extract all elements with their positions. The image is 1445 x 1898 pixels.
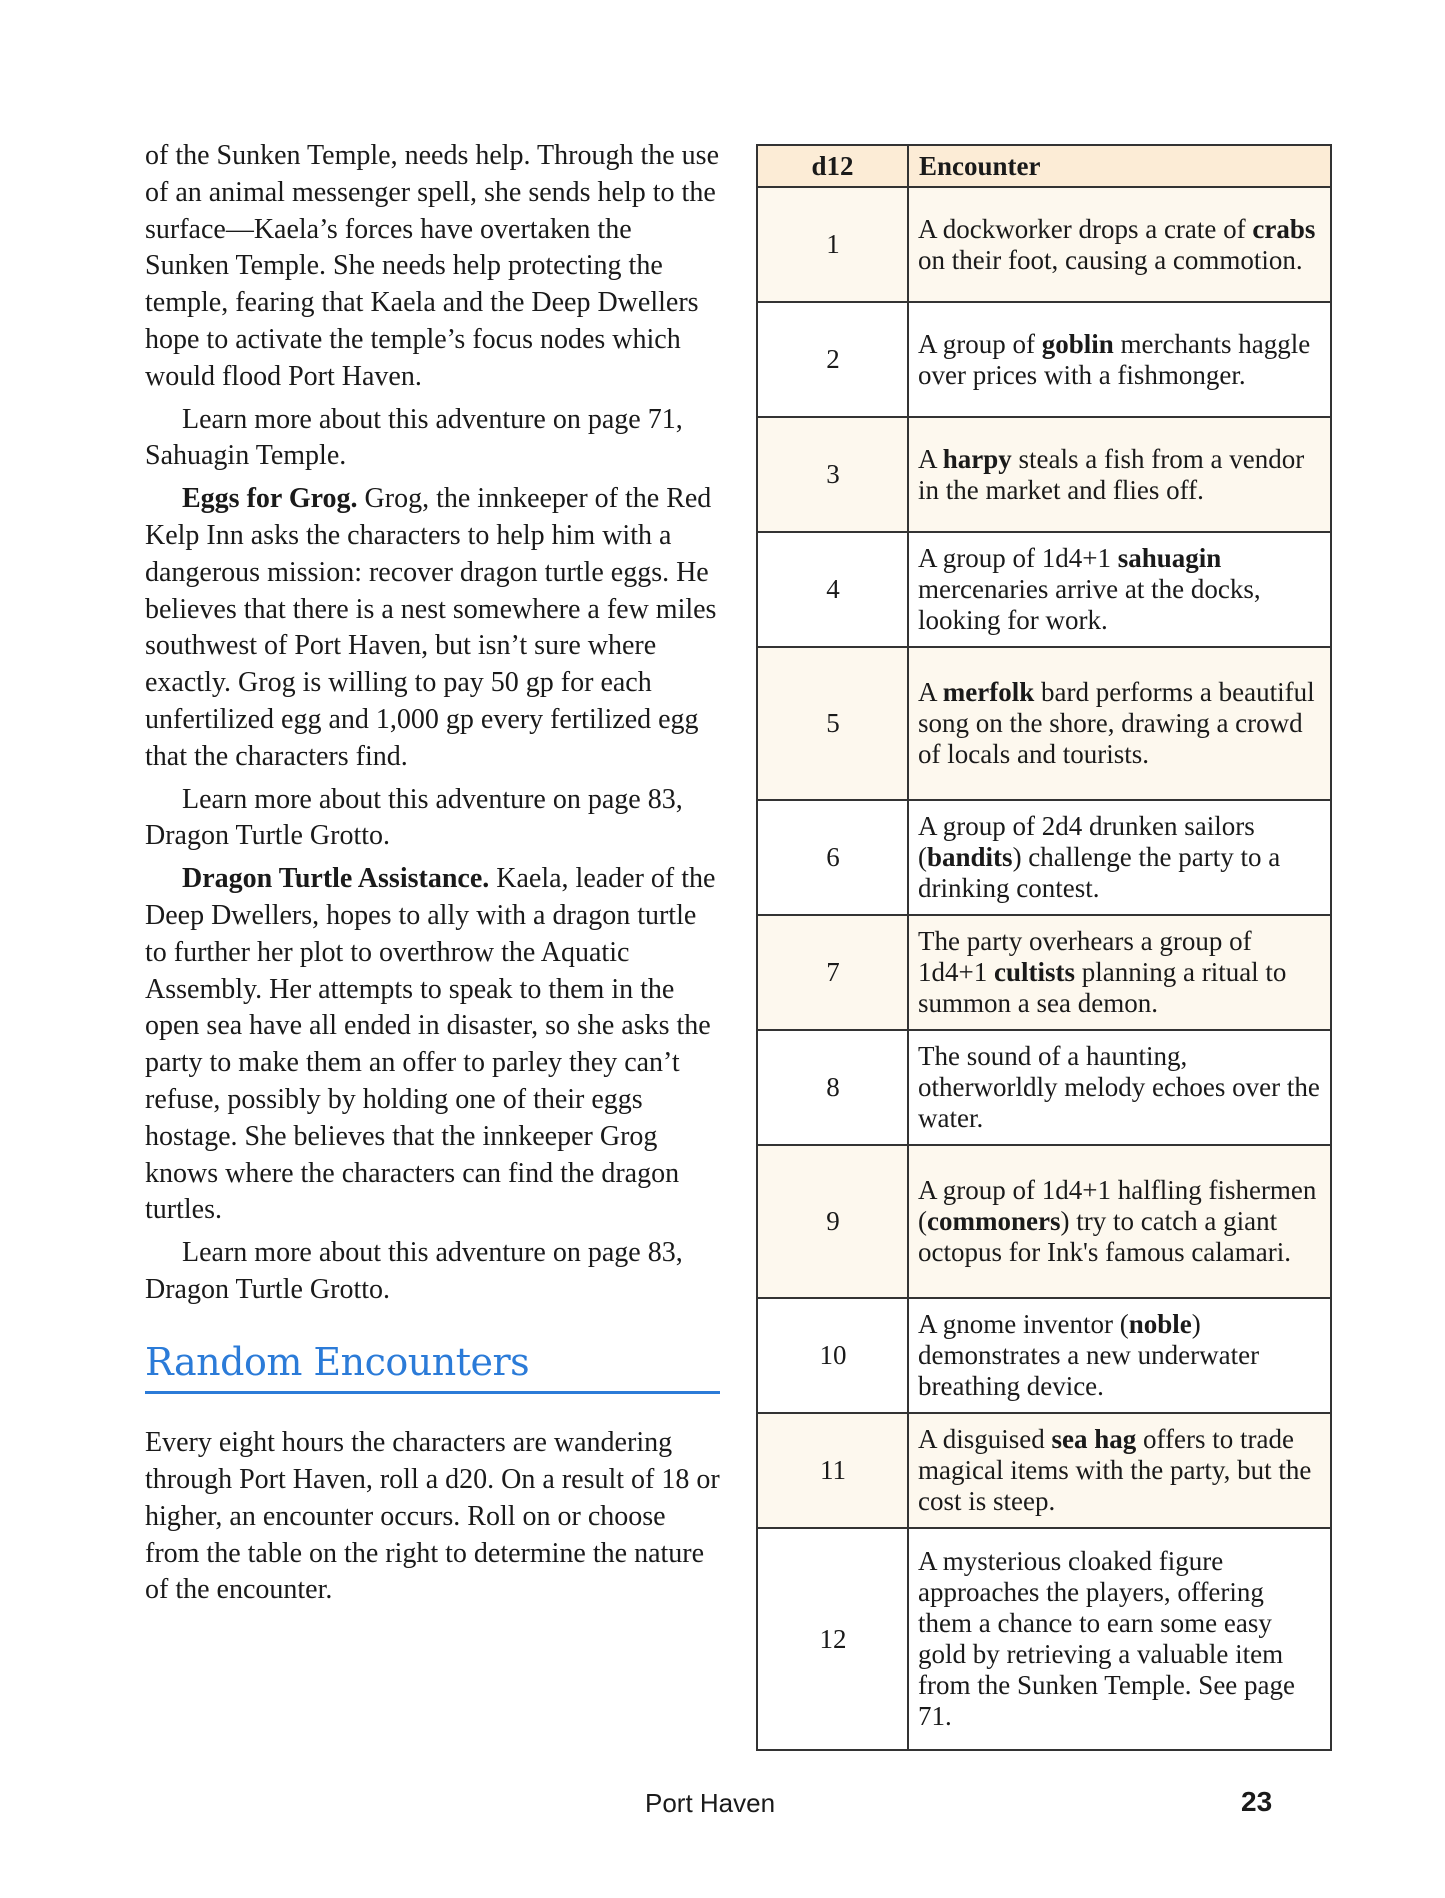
paragraph-text: Kaela, leader of the Deep Dwellers, hopes to ally with a dragon turtle to further her plot to overthrow the Aquatic Assembly. Her attempts to speak to them in the open sea have all ended in disaster, so she asks the party to make them an offer to parley they can’t refuse, possibly by holding one of their eggs hostage. She believes that the innkeeper Grog knows where the characters can find the dragon turtles. [145, 863, 716, 1226]
table-row [757, 302, 1331, 417]
roll-cell: 9 [757, 1145, 908, 1298]
creature-name: bandits [927, 842, 1013, 872]
table-header-row [757, 145, 1331, 187]
encounter-table [756, 144, 1332, 1751]
roll-cell: 5 [757, 647, 908, 800]
left-column [145, 138, 720, 1609]
encounter-text: A gnome inventor ( [918, 1309, 1129, 1339]
creature-name: commoners [927, 1206, 1061, 1236]
table-body [757, 187, 1331, 1750]
encounter-text: A [918, 443, 943, 474]
encounter-text: A disguised [918, 1424, 1052, 1454]
creature-name: goblin [1041, 328, 1114, 359]
table-row [757, 647, 1331, 800]
encounter-text: A [918, 677, 943, 707]
paragraph-lead: Eggs for Grog. [182, 483, 358, 515]
encounter-text: A group of [918, 328, 1042, 359]
encounter-text: offers to trade magical items with the party, but the cost is steep. [918, 1424, 1312, 1516]
encounter-cell [908, 1413, 1331, 1528]
encounter-text: steals a fish from a vendor in the market and flies off. [918, 443, 1305, 505]
column-header-d12: d12 [757, 145, 908, 187]
encounter-text: A dockworker drops a crate of [918, 213, 1253, 244]
paragraph-text: Grog, the innkeeper of the Red Kelp Inn asks the characters to help him with a dangerous mission: recover dragon turtle eggs. He believes that there is a nest somewhere a few miles southwest of Port Haven, but isn’t sure where exactly. Grog is willing to pay 50 gp for each unfertilized egg and 1,000 gp every fertilized egg that the characters find. [145, 483, 717, 772]
encounter-cell [908, 1298, 1331, 1413]
roll-cell: 7 [757, 915, 908, 1030]
column-header-encounter: Encounter [908, 145, 1331, 187]
paragraph-text: Learn more about this adventure on page 71, Sahuagin Temple. [145, 403, 683, 472]
footer-chapter-title: Port Haven [645, 1788, 776, 1818]
paragraph-eggs-for-grog [145, 481, 720, 775]
page-number: 23 [1241, 1786, 1273, 1817]
paragraph-lead: Dragon Turtle Assistance. [182, 863, 490, 895]
table-row [757, 800, 1331, 915]
paragraph-text: Learn more about this adventure on page 83, Dragon Turtle Grotto. [145, 1237, 683, 1305]
encounter-text: A group of 2d4 drunken sailors ( [918, 811, 1255, 872]
encounter-cell [908, 1030, 1331, 1145]
encounter-cell [908, 417, 1331, 532]
paragraph-learn-more-grotto [145, 782, 720, 856]
paragraph-sunken-temple-continued [145, 138, 720, 396]
table-row [757, 1413, 1331, 1528]
encounter-text: The sound of a haunting, otherworldly melody echoes over the water. [918, 1041, 1320, 1133]
encounter-cell [908, 647, 1331, 800]
encounter-text: A group of 1d4+1 halfling fishermen ( [918, 1175, 1317, 1236]
creature-name: noble [1128, 1309, 1192, 1339]
paragraph-learn-more-sahuagin [145, 402, 720, 476]
roll-cell: 4 [757, 532, 908, 647]
encounter-text: planning a ritual to summon a sea demon. [918, 957, 1287, 1018]
roll-cell: 6 [757, 800, 908, 915]
encounter-cell [908, 1145, 1331, 1298]
roll-cell: 3 [757, 417, 908, 532]
creature-name: crabs [1252, 213, 1316, 244]
creature-name: cultists [993, 957, 1075, 987]
roll-cell: 1 [757, 187, 908, 302]
encounter-cell [908, 532, 1331, 647]
paragraph-text: Learn more about this adventure on page 83, Dragon Turtle Grotto. [145, 783, 683, 852]
encounter-cell [908, 1528, 1331, 1750]
roll-cell: 11 [757, 1413, 908, 1528]
table-row [757, 1145, 1331, 1298]
creature-name: merfolk [942, 677, 1035, 707]
table-row [757, 1298, 1331, 1413]
roll-cell: 2 [757, 302, 908, 417]
creature-name: harpy [942, 443, 1012, 474]
section-heading-random-encounters: Random Encounters [145, 1339, 720, 1394]
encounter-cell [908, 302, 1331, 417]
table-row [757, 915, 1331, 1030]
random-encounters-intro: Every eight hours the characters are wandering through Port Haven, roll a d20. On a result of 18 or higher, an encounter occurs. Roll on or choose from the table on the right to determine the nature of the encounter. [145, 1427, 720, 1606]
encounter-cell [908, 800, 1331, 915]
table-row [757, 532, 1331, 647]
encounter-cell [908, 915, 1331, 1030]
paragraph-dragon-turtle-assistance [145, 861, 720, 1229]
encounter-text: mercenaries arrive at the docks, looking for work. [918, 574, 1261, 635]
encounter-text: on their foot, causing a commotion. [918, 244, 1303, 275]
paragraph-text: of the Sunken Temple, needs help. Through the use of an animal messenger spell, she sends help to the surface—Kaela’s forces have overtaken the Sunken Temple. She needs help protecting the temple, fearing that Kaela and the Deep Dwellers hope to activate the temple’s focus nodes which would flood Port Haven. [145, 140, 719, 392]
table-row [757, 1030, 1331, 1145]
encounter-text: ) demonstrates a new underwater breathing device. [918, 1309, 1260, 1401]
encounter-text: A group of 1d4+1 [918, 543, 1118, 573]
encounter-text: A mysterious cloaked figure approaches the players, offering them a chance to earn some easy gold by retrieving a valuable item from the Sunken Temple. See page 71. [918, 1546, 1296, 1731]
table-row [757, 417, 1331, 532]
encounter-text: ) challenge the party to a drinking contest. [918, 842, 1281, 903]
paragraph-learn-more-grotto-2 [145, 1235, 720, 1309]
table-row [757, 187, 1331, 302]
encounter-cell [908, 187, 1331, 302]
encounter-text: ) try to catch a giant octopus for Ink's famous calamari. [918, 1206, 1292, 1267]
encounter-text: The party overhears a group of 1d4+1 [918, 926, 1252, 987]
creature-name: sahuagin [1117, 543, 1222, 573]
roll-cell: 12 [757, 1528, 908, 1750]
creature-name: sea hag [1051, 1424, 1137, 1454]
roll-cell: 10 [757, 1298, 908, 1413]
encounter-text: merchants haggle over prices with a fishmonger. [918, 328, 1311, 390]
roll-cell: 8 [757, 1030, 908, 1145]
table-row [757, 1528, 1331, 1750]
encounter-text: bard performs a beautiful song on the shore, drawing a crowd of locals and tourists. [918, 677, 1315, 769]
